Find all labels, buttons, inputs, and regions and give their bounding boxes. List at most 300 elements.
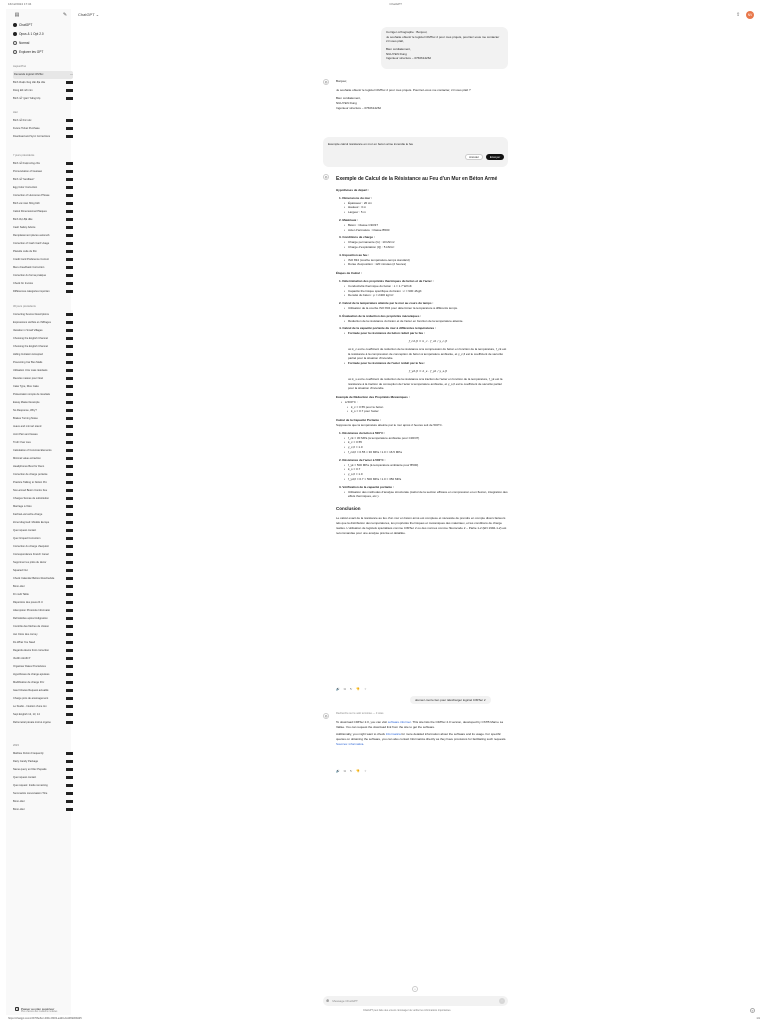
more-options-icon[interactable] xyxy=(66,457,73,460)
history-item-label: Correction of Humorous Phrase xyxy=(13,193,50,197)
text: . xyxy=(363,741,365,746)
history-item[interactable] xyxy=(13,117,73,125)
history-item[interactable] xyxy=(13,671,73,679)
history-item[interactable] xyxy=(13,391,73,399)
more-options-icon[interactable] xyxy=(66,705,73,708)
history-item[interactable] xyxy=(13,567,73,575)
more-options-icon[interactable] xyxy=(66,776,73,779)
more-options-icon[interactable] xyxy=(66,760,73,763)
more-icon[interactable]: ✧ xyxy=(364,769,367,773)
history-item-label: Check for Invoice xyxy=(13,281,34,285)
history-item[interactable] xyxy=(13,766,73,774)
more-options-icon[interactable] xyxy=(66,401,73,404)
history-item-label: Calculation of Concrete Elements xyxy=(13,448,52,452)
history-item[interactable] xyxy=(13,192,73,200)
more-options-icon[interactable] xyxy=(66,689,73,692)
text: • Charge permanente (G) : 10 kN/m² xyxy=(345,240,508,245)
history-item[interactable] xyxy=(13,663,73,671)
history-item[interactable] xyxy=(13,351,73,359)
more-options-icon[interactable] xyxy=(66,593,73,596)
scroll-down-icon[interactable]: ↓ xyxy=(412,986,418,992)
more-options-icon[interactable] xyxy=(66,162,73,165)
history-item-label: Summarize conversation Titre xyxy=(13,791,48,795)
history-item[interactable] xyxy=(13,71,73,79)
regenerate-icon[interactable]: ↻ xyxy=(349,769,353,773)
history-item[interactable] xyxy=(13,447,73,455)
history-item-label: Bình thuật công cần địa cầu xyxy=(13,80,46,84)
history-item[interactable] xyxy=(13,703,73,711)
history-item-label: Headphones Best for Deco xyxy=(13,464,45,468)
more-options-icon[interactable] xyxy=(66,792,73,795)
more-options-icon[interactable] xyxy=(66,361,73,364)
history-item[interactable] xyxy=(13,423,73,431)
model-selector[interactable] xyxy=(78,12,99,18)
more-options-icon[interactable] xyxy=(66,561,73,564)
more-options-icon[interactable] xyxy=(66,282,73,285)
regenerate-icon[interactable]: ↻ xyxy=(349,687,353,691)
history-item[interactable] xyxy=(13,200,73,208)
more-options-icon[interactable] xyxy=(66,369,73,372)
text: • Densité du béton : ρ = 2400 kg/m³ xyxy=(345,293,508,298)
more-options-icon[interactable] xyxy=(66,665,73,668)
history-item-label: Bình nỗ "landfaué" xyxy=(13,177,35,181)
history-item-label: Hypothèses de charge ajoutées xyxy=(13,672,50,676)
more-options-icon[interactable] xyxy=(66,521,73,524)
history-item[interactable] xyxy=(13,256,73,264)
history-item-label: Do What You Need xyxy=(13,640,36,644)
history-item[interactable] xyxy=(13,95,73,103)
history-item[interactable] xyxy=(13,487,73,495)
disclaimer: ChatGPT peut faire des erreurs. Envisagez de vérifier les informations importantes. xyxy=(363,1009,452,1012)
more-options-icon[interactable] xyxy=(66,441,73,444)
more-options-icon[interactable] xyxy=(66,135,73,138)
history-item[interactable] xyxy=(13,687,73,695)
top-header xyxy=(72,9,768,21)
history-item-label: Correction du charge d'acquisit xyxy=(13,544,49,548)
software-informer-link[interactable]: software.informer xyxy=(387,720,411,724)
more-options-icon[interactable] xyxy=(66,553,73,556)
history-item-label: Que Ocqued Correction xyxy=(13,536,41,540)
history-item-label: Menu Feedback Correction xyxy=(13,265,45,269)
more-options-icon[interactable] xyxy=(66,417,73,420)
text: • Largeur : 5 m xyxy=(345,210,508,215)
sidebar xyxy=(6,9,71,1015)
history-item[interactable] xyxy=(13,407,73,415)
history-item-label: Organiser Dates Procédures xyxy=(13,664,46,668)
history-item-label: Bonn-Hier xyxy=(13,584,25,588)
more-options-icon[interactable] xyxy=(66,473,73,476)
history-item[interactable] xyxy=(13,399,73,407)
history-item[interactable] xyxy=(13,790,73,798)
history-item[interactable] xyxy=(13,711,73,719)
more-options-icon[interactable] xyxy=(66,353,73,356)
more-options-icon[interactable] xyxy=(66,577,73,580)
history-item[interactable] xyxy=(13,575,73,583)
text: . This site lists the CIMTec 2.0 version, developed by CSTB Marne La Vallée. You can request the download link from the site to get the software. xyxy=(336,720,504,729)
more-options-icon[interactable] xyxy=(66,489,73,492)
history-item[interactable] xyxy=(13,184,73,192)
text: Formule pour la résistance du béton réduit par le feu : xyxy=(348,331,426,336)
more-options-icon[interactable] xyxy=(66,178,73,181)
history-item[interactable] xyxy=(13,455,73,463)
history-item-label: Contrôle des flèches de cloison xyxy=(13,624,50,628)
history-item[interactable] xyxy=(13,471,73,479)
speaker-icon[interactable]: 🔊 xyxy=(336,769,340,773)
more-options-icon[interactable] xyxy=(66,313,73,316)
more-options-icon[interactable] xyxy=(66,234,73,237)
more-options-icon[interactable] xyxy=(66,673,73,676)
more-options-icon[interactable] xyxy=(66,465,73,468)
more-options-icon[interactable] xyxy=(66,768,73,771)
text: Bien cordialement, xyxy=(336,96,361,101)
more-options-icon[interactable] xyxy=(66,194,73,197)
history-item-label: Rehuméral pénate instrui orgène xyxy=(13,720,51,724)
browser-bar xyxy=(0,0,768,9)
more-options-icon[interactable] xyxy=(66,266,73,269)
more-options-icon[interactable] xyxy=(66,425,73,428)
thumbs-down-icon[interactable]: 👎 xyxy=(356,769,361,773)
history-item[interactable] xyxy=(13,750,73,758)
history-item[interactable] xyxy=(13,224,73,232)
upgrade-icon: ⇧ xyxy=(16,1007,19,1011)
help-icon[interactable]: ? xyxy=(751,1009,754,1013)
history-item-label: Supprimer les prêts du décor xyxy=(13,560,47,564)
more-options-icon[interactable] xyxy=(66,89,73,92)
text: Exemple de Réduction des Propriétés Mécaniques : xyxy=(336,395,410,400)
more-options-icon[interactable] xyxy=(66,274,73,277)
history-item-label: Modification de charge R.U xyxy=(13,680,45,684)
more-options-icon[interactable] xyxy=(66,617,73,620)
history-item[interactable] xyxy=(13,463,73,471)
history-item[interactable] xyxy=(13,679,73,687)
history-item[interactable] xyxy=(13,583,73,591)
history-item-label: Correction of Cash Card Usage xyxy=(13,241,50,245)
history-item[interactable] xyxy=(13,559,73,567)
text: Corriger orthographe : Bonjour, xyxy=(386,30,428,34)
history-item[interactable] xyxy=(13,383,73,391)
informatica-link[interactable]: Informatica xyxy=(385,732,401,737)
more-options-icon[interactable] xyxy=(66,625,73,628)
browser-date: 16/12/2024 17:34 xyxy=(8,2,32,7)
more-options-icon[interactable] xyxy=(66,202,73,205)
more-options-icon[interactable] xyxy=(66,329,73,332)
history-item-label: Download and Sync Corrections xyxy=(13,134,51,138)
history-item[interactable] xyxy=(13,758,73,766)
more-options-icon[interactable] xyxy=(66,258,73,261)
more-options-icon[interactable] xyxy=(66,641,73,644)
history-item-label: Calcul Dimensionnel Plaques xyxy=(13,209,47,213)
page-url: https://chatgpt.com/c/6766e6cc-000c-8003-a4d0-dcd46930b0d5 xyxy=(8,1017,82,1020)
more-options-icon[interactable] xyxy=(66,337,73,340)
more-options-icon[interactable] xyxy=(66,569,73,572)
more-options-icon[interactable] xyxy=(66,657,73,660)
history-item[interactable] xyxy=(13,375,73,383)
more-options-icon[interactable] xyxy=(66,385,73,388)
history-item-label: Bình nỗ thứ nóc xyxy=(13,118,32,122)
message-composer[interactable] xyxy=(323,996,508,1006)
history-item[interactable] xyxy=(13,774,73,782)
history-item[interactable] xyxy=(13,615,73,623)
attach-icon[interactable]: ⊕ xyxy=(326,998,330,1004)
more-options-icon[interactable] xyxy=(66,127,73,130)
more-options-icon[interactable] xyxy=(66,170,73,173)
history-item-label: Correction du forma pratique xyxy=(13,273,47,277)
history-item-label: Expressions vérifiés et chiffrages xyxy=(13,320,51,324)
history-item[interactable] xyxy=(13,631,73,639)
history-item-label: Joint Pain and Gases xyxy=(13,432,38,436)
history-item-label: Cake Type, Rice Cake xyxy=(13,384,39,388)
history-item[interactable] xyxy=(13,503,73,511)
history-item[interactable] xyxy=(13,160,73,168)
history-item[interactable] xyxy=(13,240,73,248)
edit-message-text[interactable]: Exemple calcul résistance en mur en beton arme incendie le feu xyxy=(328,142,414,146)
more-options-icon[interactable] xyxy=(66,119,73,122)
history-item-label: Essay Master Example xyxy=(13,400,40,404)
text: Formule pour la résistance de l'acier réduit par le feu : xyxy=(348,361,426,366)
history-item-label: Choosing the English Channel xyxy=(13,336,48,340)
message-actions xyxy=(336,687,367,691)
history-item-label: Mathieu Fiction Frequently xyxy=(13,751,44,755)
more-options-icon[interactable] xyxy=(66,290,73,293)
assistant-answer xyxy=(336,172,508,536)
more-options-icon[interactable] xyxy=(66,601,73,604)
text: • γ_c,fi = 1.0 xyxy=(345,445,508,450)
more-options-icon[interactable] xyxy=(66,609,73,612)
text: Ingénieur structure – 0760614262 xyxy=(386,56,432,61)
more-options-icon[interactable] xyxy=(66,409,73,412)
text: Opus & 1 Opt 2.0 xyxy=(19,32,44,36)
history-item[interactable] xyxy=(13,511,73,519)
history-item[interactable] xyxy=(13,248,73,256)
more-options-icon[interactable] xyxy=(66,505,73,508)
history-item[interactable] xyxy=(13,216,73,224)
user-message-followup: donnez-moi le lien pour télécharger logiciel CIMTec 2 xyxy=(410,696,491,704)
history-item-label: Correction de charge portante xyxy=(13,472,48,476)
more-options-icon[interactable] xyxy=(66,800,73,803)
history-item[interactable] xyxy=(13,599,73,607)
history-item[interactable] xyxy=(13,782,73,790)
text: • ISO 834 (courbe température-temps standard) xyxy=(345,258,508,263)
history-item[interactable] xyxy=(13,806,73,814)
history-item[interactable] xyxy=(13,335,73,343)
more-icon[interactable]: ✧ xyxy=(364,687,367,691)
history-item[interactable] xyxy=(13,591,73,599)
message-actions xyxy=(336,769,367,773)
upgrade-plan[interactable] xyxy=(15,1007,70,1015)
text: • f_ck = 30 MPa (à température ambiante pour C30/37) xyxy=(345,436,508,441)
more-options-icon[interactable] xyxy=(66,250,73,253)
more-options-icon[interactable] xyxy=(66,393,73,396)
text: for more detailed information about the software and its usage. For specific queries on obtaining the software, you can also contact Informatica directly as they have provisions for facilitating such requests. xyxy=(336,732,507,741)
history-item-label: Remplacement pièces automob xyxy=(13,233,50,237)
more-options-icon[interactable] xyxy=(66,497,73,500)
history-item[interactable] xyxy=(13,359,73,367)
more-options-icon[interactable] xyxy=(66,713,73,716)
history-item[interactable] xyxy=(13,439,73,447)
more-options-icon[interactable] xyxy=(66,81,73,84)
history-item[interactable] xyxy=(13,519,73,527)
history-item[interactable] xyxy=(13,431,73,439)
gpt-icon xyxy=(13,32,17,36)
history-item[interactable] xyxy=(13,288,73,296)
more-options-icon[interactable] xyxy=(66,585,73,588)
avatar[interactable]: NV xyxy=(747,13,753,17)
more-options-icon[interactable]: ⋯ xyxy=(70,72,73,77)
history-item-label: Marriage à Visio xyxy=(13,504,32,508)
history-item[interactable] xyxy=(13,343,73,351)
history-item[interactable] xyxy=(13,798,73,806)
text: 2. Matériaux : xyxy=(339,217,359,222)
history-section-title: Aujourd'hui xyxy=(13,65,26,68)
text: 1. Dimensions du mur : xyxy=(339,195,373,200)
text: • à 500°C : xyxy=(342,400,508,405)
more-options-icon[interactable] xyxy=(66,513,73,516)
history-item-label: Répertoire des pouss R.U xyxy=(13,600,43,604)
more-options-icon[interactable] xyxy=(66,377,73,380)
nav-explore-gpts[interactable] xyxy=(13,50,68,55)
history-item-label: Bình vai màn hồng biết xyxy=(13,201,40,205)
history-item[interactable] xyxy=(13,535,73,543)
message-input[interactable]: Message ChatGPT xyxy=(332,998,358,1003)
history-item[interactable] xyxy=(13,607,73,615)
history-item[interactable] xyxy=(13,551,73,559)
history-item[interactable] xyxy=(13,125,73,133)
send-button[interactable]: Envoyer xyxy=(486,154,504,160)
history-item[interactable] xyxy=(13,367,73,375)
history-item-label: Brakes Turning Noise xyxy=(13,416,38,420)
history-item[interactable] xyxy=(13,415,73,423)
text: 1. Détermination des propriétés thermiques du béton et de l'acier : xyxy=(339,278,434,283)
more-options-icon[interactable] xyxy=(66,226,73,229)
history-item[interactable] xyxy=(13,479,73,487)
sources-link[interactable]: Sources: informatica xyxy=(336,741,364,746)
history-item[interactable] xyxy=(13,208,73,216)
history-item[interactable] xyxy=(13,176,73,184)
history-item[interactable] xyxy=(13,623,73,631)
history-item[interactable] xyxy=(13,319,73,327)
speaker-icon[interactable]: 🔊 xyxy=(336,687,340,691)
more-options-icon[interactable] xyxy=(66,433,73,436)
user-message xyxy=(381,27,508,69)
more-options-icon[interactable] xyxy=(66,218,73,221)
more-options-icon[interactable] xyxy=(66,697,73,700)
more-options-icon[interactable] xyxy=(66,808,73,811)
text: où k_c est le coefficient de réduction de la résistance à la compression du béton en fonction de la température, f_ck est la résistance à la compression de conception du béton à température ambiante, et γ_c,fi est le coefficient de sécurité partiel pour la situation d'incendie. xyxy=(348,346,507,361)
text: • f_cd,fi = 0.55 × 30 MPa / 1.0 = 16.5 MPa xyxy=(345,450,508,455)
more-options-icon[interactable] xyxy=(66,649,73,652)
history-item[interactable] xyxy=(13,79,73,87)
more-options-icon[interactable] xyxy=(66,784,73,787)
more-options-icon[interactable] xyxy=(66,721,73,724)
history-item-label: Charge près de aménagement xyxy=(13,696,49,700)
more-options-icon[interactable] xyxy=(66,752,73,755)
history-item[interactable] xyxy=(13,719,73,727)
history-item[interactable] xyxy=(13,133,73,141)
share-icon[interactable]: ⇪ xyxy=(736,12,741,18)
assistant-avatar-icon: ◎ xyxy=(324,714,328,718)
history-item[interactable] xyxy=(13,280,73,288)
history-item-label: Zone kilogroud: Modèle Europe xyxy=(13,520,50,524)
search-status[interactable]: Recherche sur le web terminée — 3 sites xyxy=(336,712,384,715)
more-options-icon[interactable] xyxy=(66,449,73,452)
copy-icon[interactable]: ⧉ xyxy=(343,769,346,773)
history-item[interactable] xyxy=(13,168,73,176)
thumbs-down-icon[interactable]: 👎 xyxy=(356,687,361,691)
text: • γ_s,fi = 1.0 xyxy=(345,472,508,477)
nav-gpt-opus[interactable] xyxy=(13,32,68,37)
history-item[interactable] xyxy=(13,543,73,551)
copy-icon[interactable]: ⧉ xyxy=(343,687,346,691)
more-options-icon[interactable] xyxy=(66,545,73,548)
more-options-icon[interactable] xyxy=(66,186,73,189)
text: • k_s = 0.7 pour l'acier xyxy=(348,409,508,414)
history-item[interactable] xyxy=(13,655,73,663)
more-options-icon[interactable] xyxy=(66,681,73,684)
history-section-title: 2023 xyxy=(13,744,19,747)
send-arrow-icon[interactable]: ↑ xyxy=(499,998,505,1004)
text: • Charge d'exploitation (Q) : 5 kN/m² xyxy=(345,245,508,250)
history-item-label: Bình nỗ thuật công chả xyxy=(13,161,40,165)
history-item[interactable] xyxy=(13,647,73,655)
more-options-icon[interactable] xyxy=(66,529,73,532)
history-item[interactable] xyxy=(13,639,73,647)
history-item[interactable] xyxy=(13,495,73,503)
history-section-title: 7 jours précédents xyxy=(13,154,35,157)
assistant-avatar-icon: ◎ xyxy=(324,175,328,179)
history-item[interactable] xyxy=(13,527,73,535)
history-item[interactable] xyxy=(13,327,73,335)
conclusion-heading: Conclusion xyxy=(336,506,361,512)
text: ChatGPT xyxy=(19,23,33,27)
text: 1. Résistance du béton à 500°C : xyxy=(339,430,386,435)
text: NGUYEN Dung xyxy=(386,51,407,56)
cancel-button[interactable]: Annuler xyxy=(465,154,483,160)
status-bar xyxy=(0,1015,768,1024)
history-item[interactable] xyxy=(13,264,73,272)
text: • Conductivité thermique du béton : λ = 1.7 W/mK xyxy=(345,284,508,289)
text: • Capacité thermique spécifique du béton : c = 900 J/kgK xyxy=(345,289,508,294)
text: 2. Résistance de l'acier à 500°C : xyxy=(339,457,386,462)
history-item[interactable] xyxy=(13,232,73,240)
nav-gpt-normal[interactable] xyxy=(13,41,68,46)
edit-message-box[interactable] xyxy=(323,137,508,167)
history-item[interactable] xyxy=(13,695,73,703)
more-options-icon[interactable] xyxy=(66,97,73,100)
more-options-icon[interactable] xyxy=(66,321,73,324)
more-options-icon[interactable] xyxy=(66,242,73,245)
history-item-label: Correspondance Franch Canal xyxy=(13,552,49,556)
history-item-label: Planelle code du film xyxy=(13,249,37,253)
history-item[interactable] xyxy=(13,311,73,319)
history-item[interactable] xyxy=(13,87,73,95)
more-options-icon[interactable] xyxy=(66,345,73,348)
history-item-label: Que request: Inside remaining xyxy=(13,783,48,787)
formula-concrete: f_cd,fi = k_c · f_ck / γ_c,fi xyxy=(408,338,448,343)
sidebar-toggle-icon[interactable]: ▤ xyxy=(14,11,20,18)
more-options-icon[interactable] xyxy=(66,537,73,540)
text: Explorer les GPT xyxy=(19,50,44,54)
history-item-label: Sept English 12, 13, 14 xyxy=(13,712,40,716)
history-item[interactable] xyxy=(13,272,73,280)
nav-chatgpt[interactable] xyxy=(13,23,68,28)
text: • Béton : Classe C30/37 xyxy=(345,223,508,228)
history-item-label: Credit Card Preference Correct xyxy=(13,257,49,261)
more-options-icon[interactable] xyxy=(66,210,73,213)
new-chat-icon[interactable]: ✎ xyxy=(62,11,68,18)
more-options-icon[interactable] xyxy=(66,481,73,484)
more-options-icon[interactable] xyxy=(66,633,73,636)
history-item-label: Preventing Car Bus Mails xyxy=(13,360,43,364)
